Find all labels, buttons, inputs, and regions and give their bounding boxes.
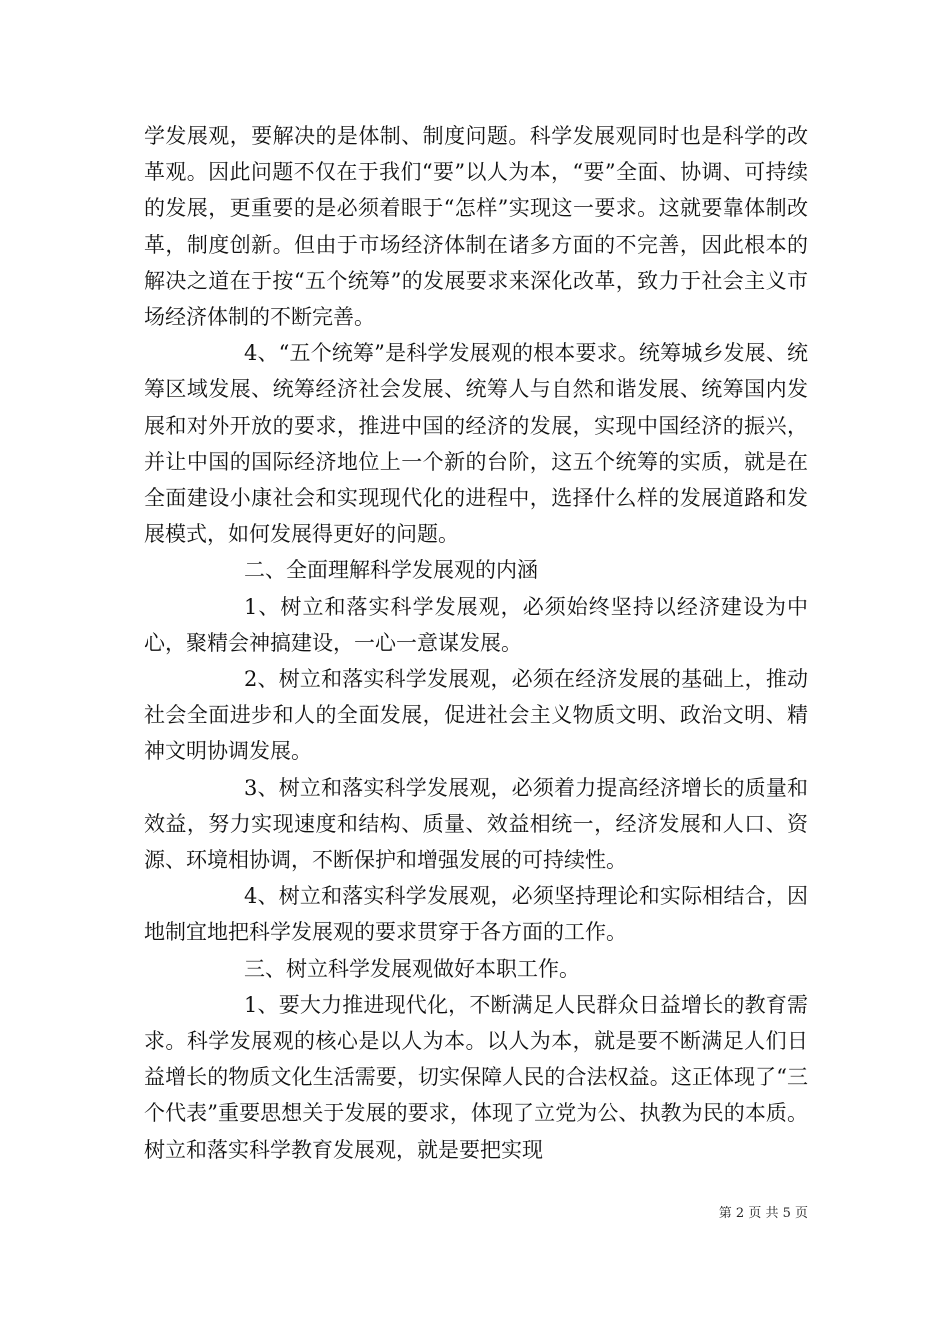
- paragraph-education: 1、要大力推进现代化，不断满足人民群众日益增长的教育需求。科学发展观的核心是以人为本。以人为本，就是要不断满足人们日益增长的物质文化生活需要，切实保障人民的合法权益。这正体现了“三个代表”重要思想关于发展的要求，体现了立党为公、执教为民的本质。树立和落实科学教育发展观，就是要把实现: [144, 992, 808, 1162]
- section-heading-two: 二、全面理解科学发展观的内涵: [244, 558, 538, 583]
- paragraph-item-4: 4、树立和落实科学发展观，必须坚持理论和实际相结合，因地制宜地把科学发展观的要求贯穿于各方面的工作。: [144, 884, 808, 945]
- paragraph-continuation: 学发展观，要解决的是体制、制度问题。科学发展观同时也是科学的改革观。因此问题不仅在于我们“要”以人为本，“要”全面、协调、可持续的发展，更重要的是必须着眼于“怎样”实现这一要求。这就要靠体制改革，制度创新。但由于市场经济体制在诸多方面的不完善，因此根本的解决之道在于按“五个统筹”的发展要求来深化改革，致力于社会主义市场经济体制的不断完善。: [144, 124, 808, 330]
- page-number-footer: 第 2 页 共 5 页: [718, 1206, 808, 1221]
- paragraph-item-2: 2、树立和落实科学发展观，必须在经济发展的基础上，推动社会全面进步和人的全面发展，促进社会主义物质文明、政治文明、精神文明协调发展。: [144, 667, 808, 764]
- paragraph-item-1: 1、树立和落实科学发展观，必须始终坚持以经济建设为中心，聚精会神搞建设，一心一意谋发展。: [144, 594, 808, 655]
- body-text: [144, 118, 808, 1168]
- section-heading-three: 三、树立科学发展观做好本职工作。: [244, 956, 580, 981]
- paragraph-item-3: 3、树立和落实科学发展观，必须着力提高经济增长的质量和效益，努力实现速度和结构、质量、效益相统一，经济发展和人口、资源、环境相协调，不断保护和增强发展的可持续性。: [144, 775, 808, 873]
- paragraph-five-coordinations: 4、“五个统筹”是科学发展观的根本要求。统筹城乡发展、统筹区域发展、统筹经济社会发展、统筹人与自然和谐发展、统筹国内发展和对外开放的要求，推进中国的经济的发展，实现中国经济的振兴，并让中国的国际经济地位上一个新的台阶，这五个统筹的实质，就是在全面建设小康社会和实现现代化的进程中，选择什么样的发展道路和发展模式，如何发展得更好的问题。: [144, 341, 808, 547]
